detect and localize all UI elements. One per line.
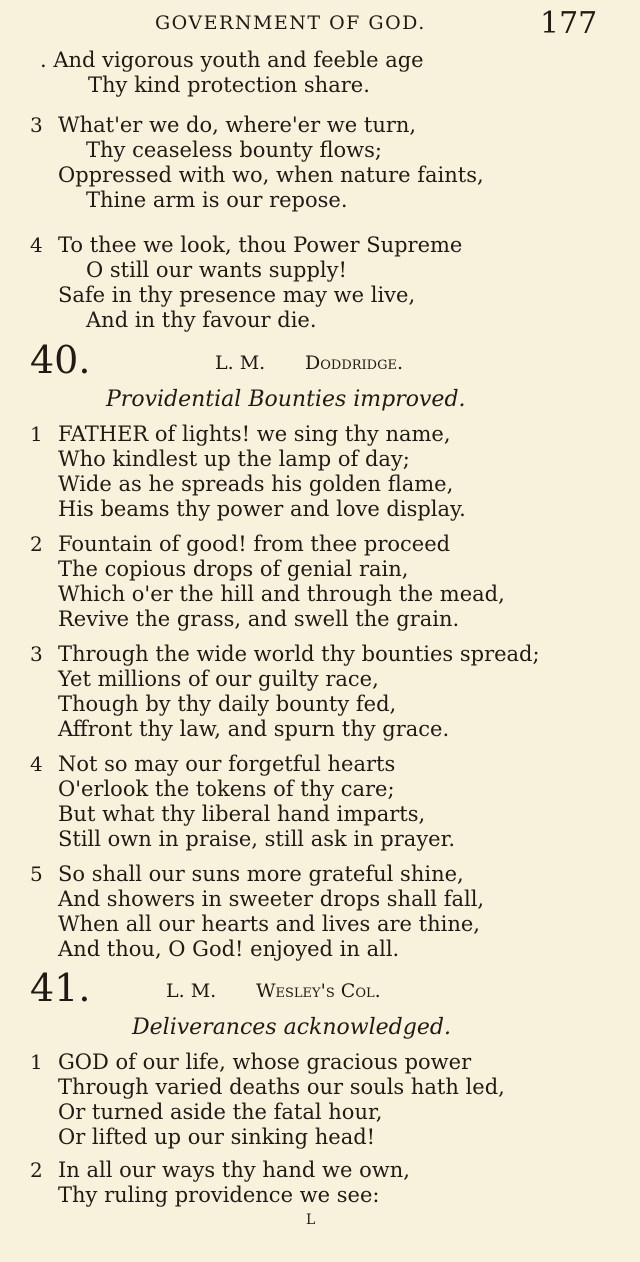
hymn40-heading: [30, 340, 610, 380]
verse-number: 2: [30, 1158, 43, 1182]
verse-line: Who kindlest up the lamp of day;: [58, 447, 410, 471]
verse-line: Safe in thy presence may we live,: [58, 283, 416, 307]
verse-line: Thy kind protection share.: [88, 73, 370, 97]
hymn41-heading: [30, 968, 610, 1008]
hymn-meter: L. M.: [215, 352, 266, 374]
verse-line: O'erlook the tokens of thy care;: [58, 777, 395, 801]
verse-line: In all our ways thy hand we own,: [58, 1158, 410, 1182]
verse-number: 4: [30, 233, 43, 257]
hymn40-verse-2: [30, 532, 590, 632]
verse-line: Still own in praise, still ask in prayer.: [58, 827, 456, 851]
hymn39-continuation: [30, 48, 590, 98]
hymn41-verse-1: [30, 1050, 590, 1150]
verse-line: Yet millions of our guilty race,: [58, 667, 379, 691]
verse-line: Wide as he spreads his golden flame,: [58, 472, 454, 496]
verse-number: 4: [30, 752, 43, 776]
verse-line: Thine arm is our repose.: [86, 188, 348, 212]
verse-line: Affront thy law, and spurn thy grace.: [58, 717, 450, 741]
hymn-number: 40.: [30, 338, 91, 382]
verse-line: Fountain of good! from thee proceed: [58, 532, 451, 556]
verse-line: Or turned aside the fatal hour,: [58, 1100, 383, 1124]
hymn-author: Doddridge.: [305, 352, 403, 374]
verse-line: The copious drops of genial rain,: [58, 557, 409, 581]
verse-number: 3: [30, 113, 43, 137]
hymn39-verse-4: [30, 233, 590, 333]
hymn39-verse-3: [30, 113, 590, 213]
verse-line: What'er we do, where'er we turn,: [58, 113, 417, 137]
verse-line: . And vigorous youth and feeble age: [40, 48, 424, 72]
hymn40-verse-5: [30, 862, 590, 962]
page-number: 177: [540, 6, 598, 41]
signature-mark: L: [306, 1212, 316, 1228]
verse-number: 2: [30, 532, 43, 556]
verse-line: So shall our suns more grateful shine,: [58, 862, 464, 886]
page-header: [0, 6, 640, 42]
verse-line: FATHER of lights! we sing thy name,: [58, 422, 451, 446]
verse-line: And showers in sweeter drops shall fall,: [58, 887, 485, 911]
verse-line: Thy ceaseless bounty flows;: [86, 138, 382, 162]
verse-line: Through varied deaths our souls hath led,: [58, 1075, 505, 1099]
verse-line: Thy ruling providence we see:: [58, 1183, 380, 1207]
verse-line: Or lifted up our sinking head!: [58, 1125, 376, 1149]
hymn40-verse-4: [30, 752, 590, 852]
verse-line: Which o'er the hill and through the mead,: [58, 582, 505, 606]
verse-number: 1: [30, 1050, 43, 1074]
verse-line: Revive the grass, and swell the grain.: [58, 607, 460, 631]
verse-line: O still our wants supply!: [86, 258, 347, 282]
verse-line: And in thy favour die.: [86, 308, 317, 332]
hymn41-verse-2: [30, 1158, 590, 1208]
hymn40-verse-1: [30, 422, 590, 522]
hymn-number: 41.: [30, 966, 91, 1010]
verse-line: To thee we look, thou Power Supreme: [58, 233, 463, 257]
verse-number: 5: [30, 862, 43, 886]
verse-line: But what thy liberal hand imparts,: [58, 802, 426, 826]
running-head: GOVERNMENT OF GOD.: [155, 12, 426, 34]
verse-line: And thou, O God! enjoyed in all.: [58, 937, 400, 961]
verse-line: Though by thy daily bounty fed,: [58, 692, 397, 716]
hymn41-subtitle: Deliverances acknowledged.: [132, 1015, 451, 1040]
hymn40-subtitle: Providential Bounties improved.: [106, 387, 466, 412]
hymn-author: Wesley's Col.: [256, 980, 381, 1002]
hymn-meter: L. M.: [166, 980, 217, 1002]
verse-line: When all our hearts and lives are thine,: [58, 912, 480, 936]
verse-line: Through the wide world thy bounties spread;: [58, 642, 540, 666]
verse-line: His beams thy power and love display.: [58, 497, 466, 521]
verse-number: 3: [30, 642, 43, 666]
verse-line: Not so may our forgetful hearts: [58, 752, 396, 776]
hymn40-verse-3: [30, 642, 590, 742]
verse-line: GOD of our life, whose gracious power: [58, 1050, 472, 1074]
verse-number: 1: [30, 422, 43, 446]
verse-line: Oppressed with wo, when nature faints,: [58, 163, 484, 187]
